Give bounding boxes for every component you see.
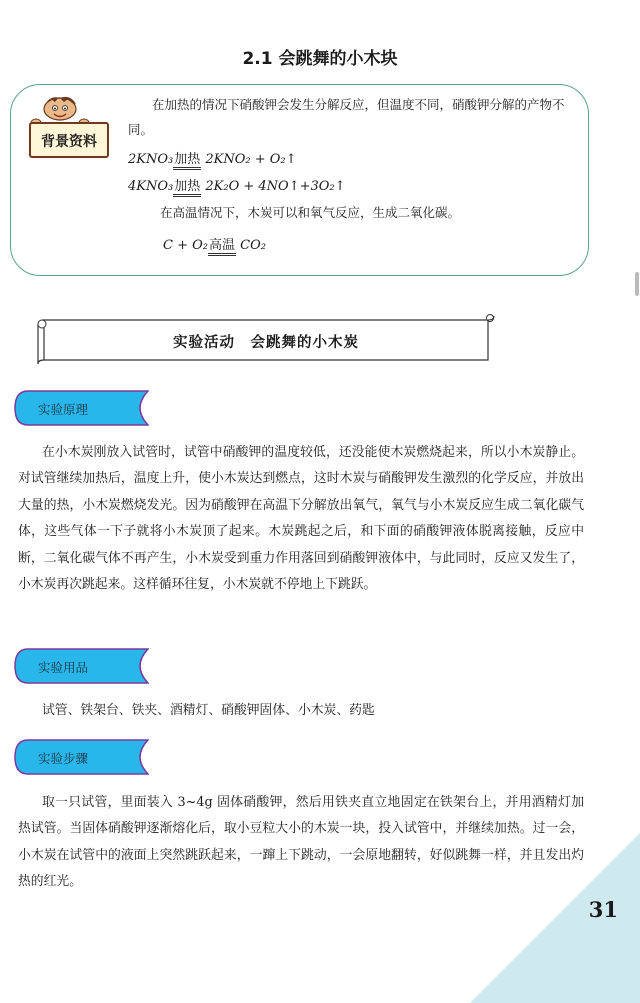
formula-2-product: 2K₂O + 4NO↑+3O₂↑	[205, 179, 346, 194]
formula-1-condition: 加热	[173, 152, 201, 170]
section-heading: 实验原理	[38, 402, 89, 417]
section-heading: 实验用品	[38, 660, 89, 675]
section-heading: 实验步骤	[38, 751, 89, 766]
formula-2	[128, 175, 346, 194]
activity-banner-title: 实验活动 会跳舞的小木炭	[173, 335, 359, 351]
formula-1	[128, 148, 297, 167]
formula-2-reactant: 4KNO₃	[128, 179, 174, 194]
materials-text: 试管、铁架台、铁夹、酒精灯、硝酸钾固体、小木炭、药匙	[42, 703, 375, 718]
page-title: 2.1 会跳舞的小木块	[242, 49, 398, 69]
background-intro: 在加热的情况下硝酸钾会发生分解反应，但温度不同，硝酸钾分解的产物不同。	[128, 97, 565, 137]
formula-2-condition: 加热	[173, 179, 201, 197]
page-number: 31	[588, 897, 618, 922]
formula-1-product: 2KNO₂ + O₂↑	[205, 152, 297, 167]
formula-3-reactant: C + O₂	[163, 238, 208, 253]
background-badge	[22, 95, 117, 165]
formula-3-condition: 高温	[208, 238, 236, 256]
steps-text: 取一只试管，里面装入 3~4g 固体硝酸钾，然后用铁夹直立地固定在铁架台上，并用酒精灯加热试管。当固体硝酸钾逐渐熔化后，取小豆粒大小的木炭一块，投入试管中，并继续加热。过一会，小木炭在试管中的液面上突然跳跃起来，一蹿上下跳动，一会原地翻转，好似跳舞一样，并且发出灼热的红光。	[18, 795, 584, 890]
formula-3-product: CO₂	[240, 238, 266, 253]
principle-text: 在小木炭刚放入试管时，试管中硝酸钾的温度较低，还没能使木炭燃烧起来，所以小木炭静止。对试管继续加热后，温度上升，使小木炭达到燃点，这时木炭与硝酸钾发生激烈的化学反应，并放出大量的热，小木炭燃烧发光。因为硝酸钾在高温下分解放出氧气，氧气与小木炭反应生成二氧化碳气体，这些气体一下子就将小木炭顶了起来。木炭跳起之后，和下面的硝酸钾液体脱离接触，反应中断，二氧化碳气体不再产生，小木炭受到重力作用落回到硝酸钾液体中，与此同时，反应又发生了，小木炭再次跳起来。这样循环往复，小木炭就不停地上下跳跃。	[18, 445, 584, 593]
badge-label: 背景资料	[41, 134, 97, 150]
formula-1-reactant: 2KNO₃	[128, 152, 174, 167]
scrollbar-thumb[interactable]	[635, 272, 639, 296]
background-note: 在高温情况下，木炭可以和氧气反应，生成二氧化碳。	[160, 205, 461, 220]
formula-3	[163, 234, 266, 253]
